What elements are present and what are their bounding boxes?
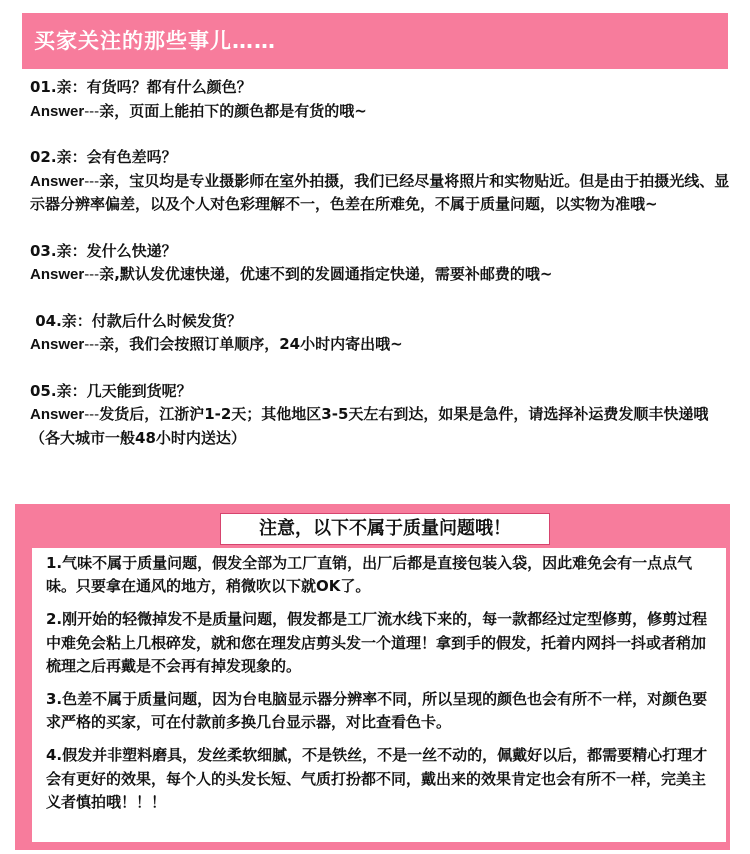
banner-title: 买家关注的那些事儿…… <box>34 29 276 53</box>
notice-item-1: 1.气味不属于质量问题，假发全部为工厂直销，出厂后都是直接包装入袋，因此难免会有一点点气味。只要拿在通风的地方，稍微吹以下就OK了。 <box>46 554 693 596</box>
answer-text: 亲，我们会按照订单顺序，24小时内寄出哦~ <box>99 335 403 353</box>
faq-question: 02.亲：会有色差吗？ <box>30 148 177 166</box>
answer-prefix: Answer <box>30 102 85 120</box>
notice-item-4: 4.假发并非塑料磨具，发丝柔软细腻，不是铁丝，不是一丝不动的，佩戴好以后，都需要精心打理才会有更好的效果，每个人的头发长短、气质打扮都不同，戴出来的效果肯定也会有所不一样，完美主义者慎拍哦！！！ <box>46 746 708 811</box>
faq-answer <box>30 263 730 287</box>
answer-dash: --- <box>84 336 100 353</box>
answer-text: 发货后，江浙沪1-2天；其他地区3-5天左右到达，如果是急件，请选择补运费发顺丰快递哦（各大城市一般48小时内送达） <box>30 405 709 447</box>
faq-question: 03.亲：发什么快递？ <box>30 241 177 260</box>
answer-prefix: Answer <box>30 406 85 423</box>
notice-panel <box>15 504 730 850</box>
answer-prefix: Answer <box>30 336 85 353</box>
faq-answer <box>30 403 730 450</box>
faq-item-5 <box>30 380 730 451</box>
faq-answer <box>30 333 730 357</box>
answer-dash: --- <box>84 102 100 120</box>
faq-question: 01.亲：有货吗？都有什么颜色？ <box>30 78 252 96</box>
faq-item-1 <box>30 76 730 123</box>
answer-prefix: Answer <box>30 266 85 283</box>
notice-item-3: 3.色差不属于质量问题，因为台电脑显示器分辨率不同，所以呈现的颜色也会有所不一样，对颜色要求严格的买家，可在付款前多换几台显示器，对比查看色卡。 <box>46 690 708 732</box>
faq-answer <box>30 170 730 217</box>
notice-title: 注意，以下不属于质量问题哦！ <box>220 513 550 545</box>
answer-text: 亲，页面上能拍下的颜色都是有货的哦~ <box>99 101 367 120</box>
answer-text: 亲,默认发优速快递，优速不到的发圆通指定快递，需要补邮费的哦~ <box>99 265 553 283</box>
answer-text: 亲，宝贝均是专业摄影师在室外拍摄，我们已经尽量将照片和实物贴近。但是由于拍摄光线、显示器分辨率偏差，以及个人对色彩理解不一，色差在所难免，不属于质量问题，以实物为准哦~ <box>30 171 730 213</box>
faq-question: 04.亲：付款后什么时候发货？ <box>30 311 242 330</box>
answer-dash: --- <box>84 406 100 423</box>
faq-question: 05.亲：几天能到货呢？ <box>30 381 192 400</box>
answer-prefix: Answer <box>30 172 85 190</box>
faq-item-3 <box>30 240 730 287</box>
answer-dash: --- <box>84 266 100 283</box>
faq-banner <box>22 13 728 69</box>
notice-body <box>32 548 726 842</box>
faq-list <box>30 76 730 450</box>
answer-dash: --- <box>84 172 100 190</box>
faq-item-4 <box>30 310 730 357</box>
faq-answer <box>30 100 730 124</box>
faq-item-2 <box>30 146 730 217</box>
notice-item-2: 2.刚开始的轻微掉发不是质量问题，假发都是工厂流水线下来的，每一款都经过定型修剪，修剪过程中难免会粘上几根碎发，就和您在理发店剪头发一个道理！拿到手的假发，托着内网抖一抖或者稍加梳理之后再戴是不会再有掉发现象的。 <box>46 610 708 675</box>
